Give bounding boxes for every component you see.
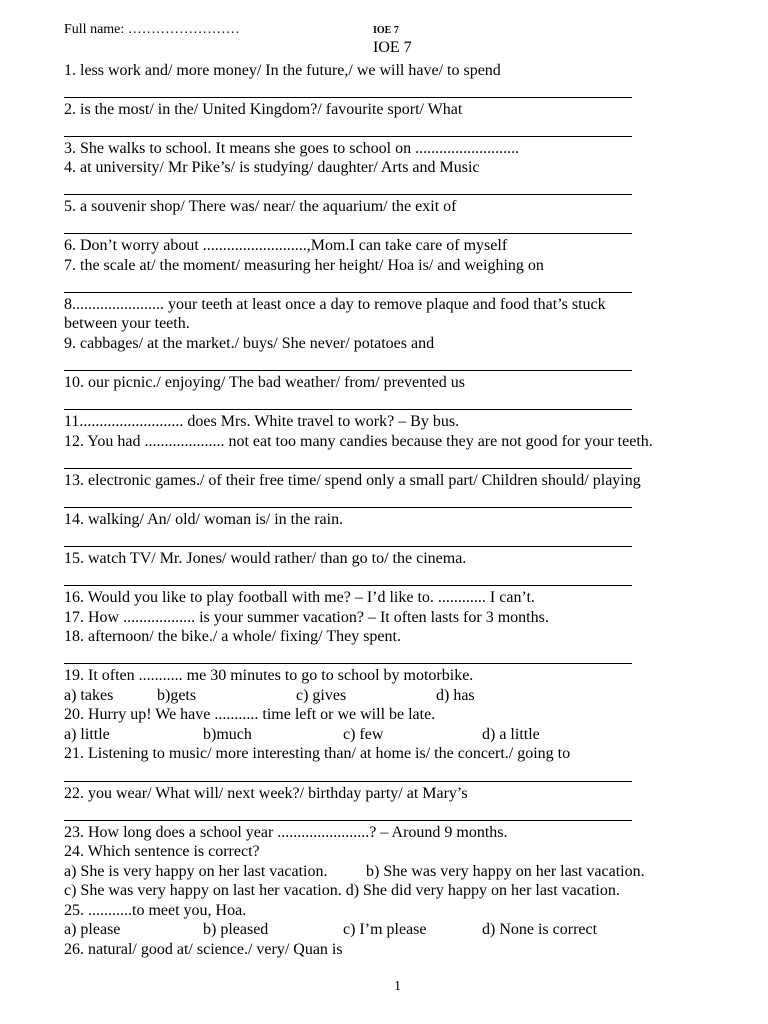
answer-line-12 xyxy=(64,468,632,469)
question-14: 14. walking/ An/ old/ woman is/ in the rain. xyxy=(64,511,344,528)
page-number: 1 xyxy=(394,979,401,994)
answer-line-7 xyxy=(64,292,632,293)
q19-option-a: a) takes xyxy=(64,687,114,704)
q24-option-b: b) She was very happy on her last vacation. xyxy=(366,863,645,880)
question-8: 8....................... your teeth at least once a day to remove plaque and food that’s stuck xyxy=(64,296,606,313)
answer-line-22 xyxy=(64,820,632,821)
q20-option-c: c) few xyxy=(343,726,384,743)
answer-line-18 xyxy=(64,663,632,664)
question-3: 3. She walks to school. It means she goes to school on .......................... xyxy=(64,140,520,157)
question-5: 5. a souvenir shop/ There was/ near/ the aquarium/ the exit of xyxy=(64,198,457,215)
question-15: 15. watch TV/ Mr. Jones/ would rather/ than go to/ the cinema. xyxy=(64,550,467,567)
question-16: 16. Would you like to play football with me? – I’d like to. ............ I can’t. xyxy=(64,589,535,606)
answer-line-15 xyxy=(64,585,632,586)
q19-option-b: b)gets xyxy=(157,687,197,704)
question-20: 20. Hurry up! We have ........... time left or we will be late. xyxy=(64,706,436,723)
question-1: 1. less work and/ more money/ In the future,/ we will have/ to spend xyxy=(64,62,501,79)
answer-line-5 xyxy=(64,233,632,234)
answer-line-4 xyxy=(64,194,632,195)
question-12: 12. You had .................... not eat too many candies because they are not good for your teeth. xyxy=(64,433,653,450)
question-19: 19. It often ........... me 30 minutes to go to school by motorbike. xyxy=(64,667,474,684)
q19-option-c: c) gives xyxy=(296,687,347,704)
answer-line-2 xyxy=(64,136,632,137)
question-22: 22. you wear/ What will/ next week?/ birthday party/ at Mary’s xyxy=(64,785,468,802)
q24-option-c-d: c) She was very happy on last her vacation. d) She did very happy on her last vacation. xyxy=(64,882,620,899)
full-name-field: Full name: …………………… xyxy=(64,22,240,37)
answer-line-9 xyxy=(64,370,632,371)
q25-option-b: b) pleased xyxy=(203,921,269,938)
question-17: 17. How .................. is your summer vacation? – It often lasts for 3 months. xyxy=(64,609,549,626)
q20-option-b: b)much xyxy=(203,726,252,743)
page-title: IOE 7 xyxy=(373,39,412,56)
question-23: 23. How long does a school year .......................? – Around 9 months. xyxy=(64,824,508,841)
question-9: 9. cabbages/ at the market./ buys/ She never/ potatoes and xyxy=(64,335,435,352)
answer-line-14 xyxy=(64,546,632,547)
answer-line-1 xyxy=(64,97,632,98)
question-4: 4. at university/ Mr Pike’s/ is studying/ daughter/ Arts and Music xyxy=(64,159,480,176)
q20-option-d: d) a little xyxy=(482,726,540,743)
answer-line-13 xyxy=(64,507,632,508)
question-8-cont: between your teeth. xyxy=(64,315,190,332)
question-6: 6. Don’t worry about ..........................,Mom.I can take care of myself xyxy=(64,237,508,254)
question-2: 2. is the most/ in the/ United Kingdom?/ favourite sport/ What xyxy=(64,101,463,118)
question-18: 18. afternoon/ the bike./ a whole/ fixing/ They spent. xyxy=(64,628,401,645)
question-10: 10. our picnic./ enjoying/ The bad weather/ from/ prevented us xyxy=(64,374,465,391)
q19-option-d: d) has xyxy=(436,687,475,704)
question-11: 11.......................... does Mrs. White travel to work? – By bus. xyxy=(64,413,460,430)
header-code: IOE 7 xyxy=(373,25,399,36)
question-24: 24. Which sentence is correct? xyxy=(64,843,260,860)
question-7: 7. the scale at/ the moment/ measuring her height/ Hoa is/ and weighing on xyxy=(64,257,544,274)
q25-option-c: c) I’m please xyxy=(343,921,427,938)
q25-option-d: d) None is correct xyxy=(482,921,598,938)
answer-line-10 xyxy=(64,409,632,410)
answer-line-21 xyxy=(64,781,632,782)
question-21: 21. Listening to music/ more interesting than/ at home is/ the concert./ going to xyxy=(64,745,571,762)
question-25: 25. ...........to meet you, Hoa. xyxy=(64,902,247,919)
q20-option-a: a) little xyxy=(64,726,110,743)
q25-option-a: a) please xyxy=(64,921,121,938)
question-26: 26. natural/ good at/ science./ very/ Quan is xyxy=(64,941,343,958)
q24-option-a: a) She is very happy on her last vacation. xyxy=(64,863,328,880)
question-13: 13. electronic games./ of their free time/ spend only a small part/ Children should/ playing xyxy=(64,472,641,489)
